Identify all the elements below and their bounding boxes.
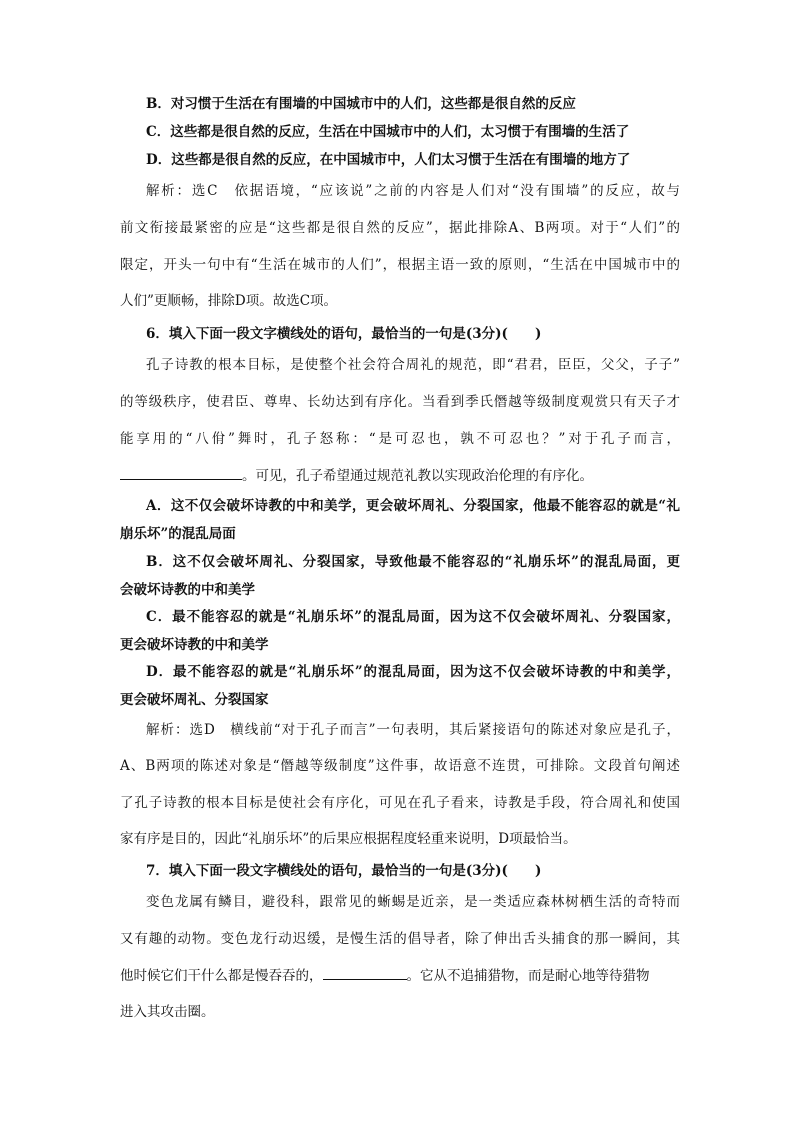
q5-analysis-line-3: 限定，开头一句中有“生活在城市的人们”，根据主语一致的原则，“生活在中国城市中的 (120, 257, 680, 273)
q6-analysis-line-1: 解析：选D 横线前“对于孔子而言”一句表明，其后紧接语句的陈述对象应是孔子， (146, 722, 680, 738)
q6-option-a-line-2: 崩乐坏”的混乱局面 (120, 526, 236, 542)
q5-analysis-line-1: 解析：选C 依据语境，“应该说”之前的内容是人们对“没有围墙”的反应，故与 (146, 183, 680, 199)
q6-option-c-line-2: 更会破坏诗教的中和美学 (120, 637, 269, 653)
q7-passage-line-3-start: 他时候它们干什么都是慢吞吞的， (120, 968, 323, 984)
q7-passage-line-3-end: 。它从不追捕猎物，而是耐心地等待猎物 (406, 968, 650, 984)
q7-stem: 7．填入下面一段文字横线处的语句，最恰当的一句是(3分)( ) (146, 863, 542, 879)
q5-analysis-line-4: 人们”更顺畅，排除D项。故选C项。 (120, 293, 338, 309)
q5-analysis-line-2: 前文衔接最紧密的应是“这些都是很自然的反应”，据此排除A、B两项。对于“人们”的 (120, 220, 680, 236)
q5-option-d: D．这些都是很自然的反应，在中国城市中，人们太习惯于生活在有围墙的地方了 (146, 152, 631, 168)
q6-option-d-line-1: D．最不能容忍的就是“礼崩乐坏”的混乱局面，因为这不仅会破坏诗教的中和美学， (146, 664, 680, 680)
q6-option-d-line-2: 更会破坏周礼、分裂国家 (120, 692, 269, 708)
q7-passage-line-3 (120, 966, 680, 985)
q5-option-b: B．对习惯于生活在有围墙的中国城市中的人们，这些都是很自然的反应 (146, 96, 576, 112)
q7-passage-line-4: 进入其攻击圈。 (120, 1004, 215, 1020)
q6-passage-line-1: 孔子诗教的根本目标，是使整个社会符合周礼的规范，即“君君，臣臣，父父，子子” (146, 357, 680, 373)
q6-analysis-line-2: A、B两项的陈述对象是“僭越等级制度”这件事，故语意不连贯，可排除。文段首句阐述 (120, 758, 680, 774)
q5-option-c: C．这些都是很自然的反应，生活在中国城市中的人们，太习惯于有围墙的生活了 (146, 124, 630, 140)
q6-option-b-line-1: B．这不仅会破坏周礼、分裂国家，导致他最不能容忍的“礼崩乐坏”的混乱局面，更 (146, 554, 680, 570)
answer-blank (323, 966, 407, 980)
q6-passage-line-4 (120, 466, 680, 485)
q6-analysis-line-3: 了孔子诗教的根本目标是使社会有序化，可见在孔子看来，诗教是手段，符合周礼和使国 (120, 795, 680, 811)
q6-option-b-line-2: 会破坏诗教的中和美学 (120, 582, 255, 598)
q7-passage-line-2: 又有趣的动物。变色龙行动迟缓，是慢生活的倡导者，除了伸出舌头捕食的那一瞬间，其 (120, 931, 680, 947)
q7-passage-line-1: 变色龙属有鳞目，避役科，跟常见的蜥蜴是近亲，是一类适应森林树栖生活的奇特而 (146, 894, 680, 910)
q6-passage-end: 。可见，孔子希望通过规范礼教以实现政治伦理的有序化。 (242, 468, 593, 484)
q6-stem: 6．填入下面一段文字横线处的语句，最恰当的一句是(3分)( ) (146, 326, 542, 342)
q6-analysis-line-4: 家有序是目的，因此“礼崩乐坏”的后果应根据程度轻重来说明，D项最恰当。 (120, 831, 577, 847)
answer-blank (120, 466, 242, 480)
q6-option-a-line-1: A．这不仅会破坏诗教的中和美学，更会破坏周礼、分裂国家，他最不能容忍的就是“礼 (146, 498, 680, 514)
q6-option-c-line-1: C．最不能容忍的就是“礼崩乐坏”的混乱局面，因为这不仅会破坏周礼、分裂国家， (146, 609, 680, 625)
q6-passage-line-2: 的等级秩序，使君臣、尊卑、长幼达到有序化。当看到季氏僭越等级制度观赏只有天子才 (120, 394, 680, 410)
q6-passage-line-3: 能享用的“八佾”舞时，孔子怒称：“是可忍也，孰不可忍也？”对于孔子而言， (120, 431, 680, 447)
